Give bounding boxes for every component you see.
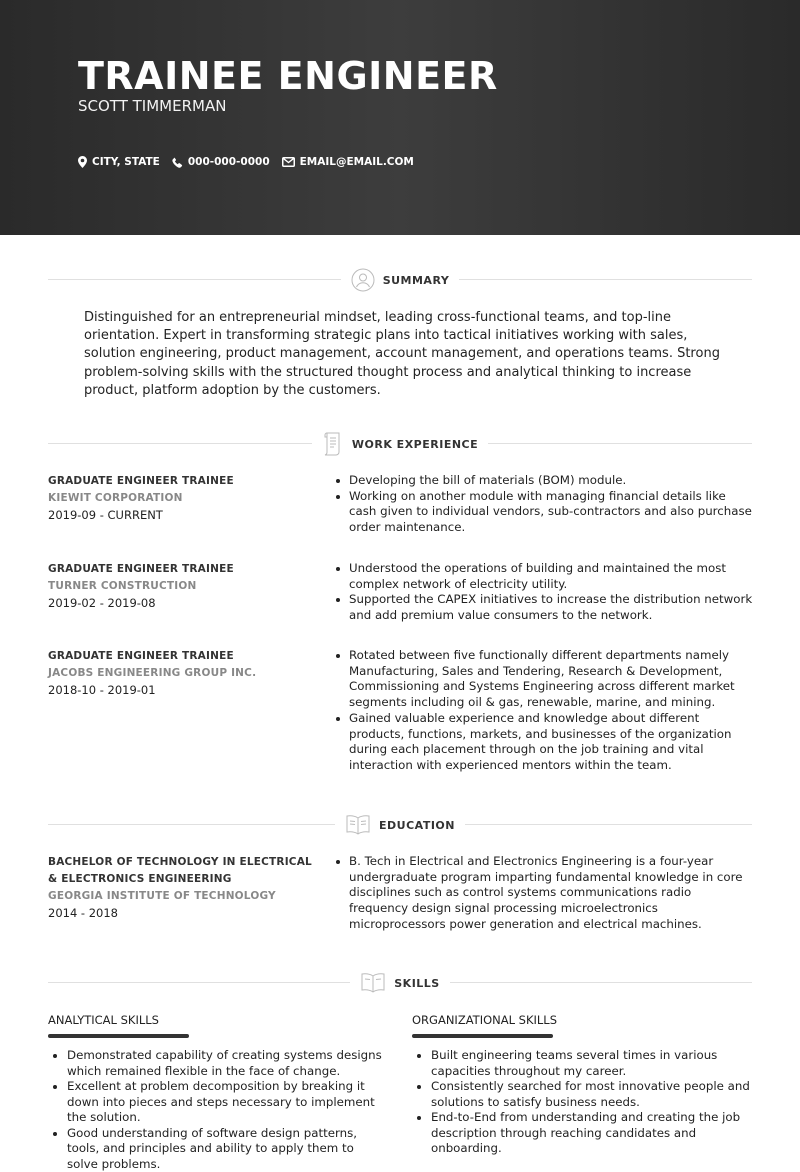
skills-title: SKILLS	[394, 977, 439, 990]
skill-group-title: ORGANIZATIONAL SKILLS	[412, 1012, 752, 1028]
skill-group-organizational	[412, 1012, 752, 1157]
list-item: Demonstrated capability of creating systems designs which remained flexible in the face of change.	[48, 1048, 388, 1079]
open-book-icon	[345, 814, 371, 836]
list-item: Developing the bill of materials (BOM) module.	[334, 473, 754, 489]
education-bullets	[334, 854, 754, 933]
skill-group-title: ANALYTICAL SKILLS	[48, 1012, 388, 1028]
degree-title: BACHELOR OF TECHNOLOGY IN ELECTRICAL & ELECTRONICS ENGINEERING	[48, 854, 318, 888]
location-text: CITY, STATE	[92, 156, 160, 168]
user-circle-icon	[351, 268, 375, 292]
list-item: Excellent at problem decomposition by breaking it down into pieces and steps necessary to implement the solution.	[48, 1079, 388, 1126]
list-item: Gained valuable experience and knowledge about different products, functions, markets, and businesses of the organization during each placement through on the job training and vital interaction with experienced mentors within the team.	[334, 711, 754, 774]
job-dates: 2019-02 - 2019-08	[48, 595, 308, 612]
book-icon	[360, 972, 386, 994]
list-item: B. Tech in Electrical and Electronics Engineering is a four-year undergraduate program imparting fundamental knowledge in core disciplines such as control systems communications radio frequency design signal processing microelectronics microprocessors power generation and electrical machines.	[334, 854, 754, 933]
education-title: EDUCATION	[379, 819, 455, 832]
list-item: Consistently searched for most innovative people and solutions to satisfy business needs.	[412, 1079, 752, 1110]
summary-paragraph: Distinguished for an entrepreneurial mindset, leading cross-functional teams, and top-line orientation. Expert in transforming strategic plans into tactical initiatives working with sales, solution engineering, product management, account management, and operations teams. Strong problem-solving skills with the structured thought process and analytical thinking to increase product, platform adoption by the customers.	[84, 309, 724, 400]
work-experience-title: WORK EXPERIENCE	[352, 438, 478, 451]
skill-list	[48, 1048, 388, 1172]
job-title: GRADUATE ENGINEER TRAINEE	[48, 648, 308, 665]
job-entry-3-bullets	[334, 648, 754, 774]
summary-title: SUMMARY	[383, 274, 450, 287]
job-entry-3-meta	[48, 648, 308, 699]
list-item: End-to-End from understanding and creating the job description through reaching candidates and onboarding.	[412, 1110, 752, 1157]
contact-email	[282, 156, 414, 168]
skill-underline-bar	[412, 1034, 553, 1038]
job-dates: 2018-10 - 2019-01	[48, 682, 308, 699]
work-experience-section-header	[48, 431, 752, 457]
envelope-icon	[282, 157, 295, 167]
location-pin-icon	[78, 156, 87, 168]
job-entry-1-bullets	[334, 473, 754, 536]
candidate-name: SCOTT TIMMERMAN	[78, 97, 226, 115]
phone-icon	[172, 157, 183, 168]
school-name: GEORGIA INSTITUTE OF TECHNOLOGY	[48, 888, 318, 905]
skill-group-analytical	[48, 1012, 388, 1172]
list-item: Rotated between five functionally different departments namely Manufacturing, Sales and Tendering, Research & Development, Commissioning and Systems Engineering across different market segments including oil & gas, renewable, marine, and mining.	[334, 648, 754, 711]
email-text: EMAIL@EMAIL.COM	[300, 156, 414, 168]
skill-underline-bar	[48, 1034, 189, 1038]
job-title: GRADUATE ENGINEER TRAINEE	[48, 561, 308, 578]
list-item: Supported the CAPEX initiatives to increase the distribution network and add premium value consumers to the network.	[334, 592, 754, 623]
job-title-heading: TRAINEE ENGINEER	[78, 54, 498, 98]
contact-phone	[172, 156, 270, 168]
skill-list	[412, 1048, 752, 1157]
list-item: Built engineering teams several times in various capacities throughout my career.	[412, 1048, 752, 1079]
job-dates: 2019-09 - CURRENT	[48, 507, 308, 524]
job-title: GRADUATE ENGINEER TRAINEE	[48, 473, 308, 490]
job-company: KIEWIT CORPORATION	[48, 490, 308, 507]
job-entry-2-bullets	[334, 561, 754, 624]
resume-header	[0, 0, 800, 235]
summary-section-header	[48, 267, 752, 293]
contact-info	[78, 154, 416, 170]
job-company: JACOBS ENGINEERING GROUP INC.	[48, 665, 308, 682]
job-entry-2-meta	[48, 561, 308, 612]
education-section-header	[48, 812, 752, 838]
contact-location	[78, 156, 160, 168]
scroll-document-icon	[322, 431, 344, 457]
list-item: Understood the operations of building and maintained the most complex network of electricity utility.	[334, 561, 754, 592]
phone-text: 000-000-0000	[188, 156, 270, 168]
list-item: Working on another module with managing financial details like cash given to individual vendors, sub-contractors and also purchase order maintenance.	[334, 489, 754, 536]
list-item: Good understanding of software design patterns, tools, and principles and ability to apply them to solve problems.	[48, 1126, 388, 1172]
skills-section-header	[48, 970, 752, 996]
job-entry-1-meta	[48, 473, 308, 524]
job-company: TURNER CONSTRUCTION	[48, 578, 308, 595]
education-entry-meta	[48, 854, 318, 922]
education-dates: 2014 - 2018	[48, 905, 318, 922]
